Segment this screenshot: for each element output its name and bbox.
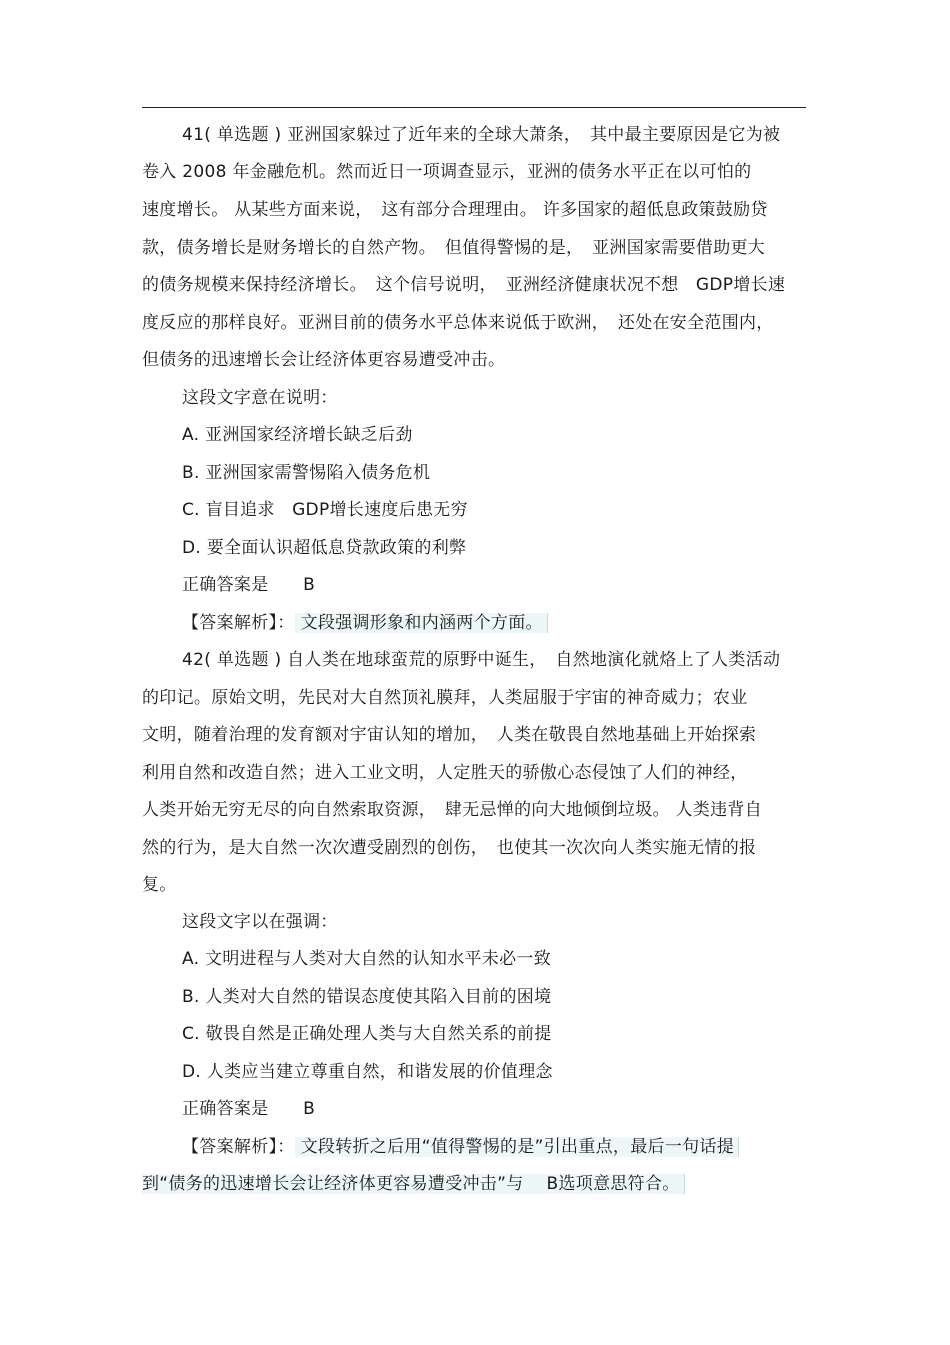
option-d: D. 要全面认识超低息贷款政策的利弊 <box>182 538 467 558</box>
option-a: A. 文明进程与人类对大自然的认知水平未必一致 <box>182 949 552 969</box>
answer-analysis <box>182 611 548 635</box>
question-text-line: 速度增长。 从某些方面来说， 这有部分合理理由。 许多国家的超低息政策鼓励贷 <box>142 200 768 220</box>
analysis-text: 到“债务的迅速增长会让经济体更容易遭受冲击”与 B选项意思符合。 <box>142 1174 685 1194</box>
question-prompt: 这段文字以在强调： <box>182 912 338 932</box>
question-text-line: 卷入 2008 年金融危机。然而近日一项调查显示，亚洲的债务水平正在以可怕的 <box>142 162 752 182</box>
analysis-label: 【答案解析】： <box>182 613 295 633</box>
correct-answer: 正确答案是 B <box>182 1099 316 1119</box>
question-text-line: 的印记。原始文明，先民对大自然顶礼膜拜，人类屈服于宇宙的神奇威力；农业 <box>142 688 748 708</box>
question-text-line: 41( 单选题 ) 亚洲国家躲过了近年来的全球大萧条， 其中最主要原因是它为被 <box>182 125 781 145</box>
answer-analysis <box>182 1135 739 1159</box>
option-b: B. 人类对大自然的错误态度使其陷入目前的困境 <box>182 987 552 1007</box>
analysis-label: 【答案解析】： <box>182 1137 295 1157</box>
option-a: A. 亚洲国家经济增长缺乏后劲 <box>182 425 413 445</box>
question-text-line: 度反应的那样良好。亚洲目前的债务水平总体来说低于欧洲， 还处在安全范围内， <box>142 313 774 333</box>
option-d: D. 人类应当建立尊重自然，和谐发展的价值理念 <box>182 1062 553 1082</box>
question-text-line: 文明，随着治理的发育额对宇宙认知的增加， 人类在敬畏自然地基础上开始探索 <box>142 725 757 745</box>
question-text-line: 的债务规模来保持经济增长。 这个信号说明， 亚洲经济健康状况不想 GDP增长速 <box>142 275 786 295</box>
header-divider <box>142 107 806 108</box>
question-text-line: 42( 单选题 ) 自人类在地球蛮荒的原野中诞生， 自然地演化就烙上了人类活动 <box>182 650 781 670</box>
option-c: C. 盲目追求 GDP增长速度后患无穷 <box>182 500 468 520</box>
question-text-line: 利用自然和改造自然；进入工业文明，人定胜天的骄傲心态侵蚀了人们的神经， <box>142 763 748 783</box>
question-text-line: 人类开始无穷无尽的向自然索取资源， 肆无忌惮的向大地倾倒垃圾。 人类违背自 <box>142 800 763 820</box>
question-prompt: 这段文字意在说明： <box>182 388 338 408</box>
answer-analysis-continued <box>142 1172 685 1196</box>
question-text-line: 复。 <box>142 875 177 895</box>
question-text-line: 但债务的迅速增长会让经济体更容易遭受冲击。 <box>142 350 506 370</box>
correct-answer: 正确答案是 B <box>182 575 316 595</box>
option-c: C. 敬畏自然是正确处理人类与大自然关系的前提 <box>182 1024 552 1044</box>
analysis-text: 文段强调形象和内涵两个方面。 <box>295 613 548 633</box>
question-text-line: 然的行为，是大自然一次次遭受剧烈的创伤， 也使其一次次向人类实施无情的报 <box>142 838 757 858</box>
option-b: B. 亚洲国家需警惕陷入债务危机 <box>182 463 431 483</box>
analysis-text: 文段转折之后用“值得警惕的是”引出重点，最后一句话提 <box>295 1137 739 1157</box>
question-text-line: 款，债务增长是财务增长的自然产物。 但值得警惕的是， 亚洲国家需要借助更大 <box>142 238 766 258</box>
